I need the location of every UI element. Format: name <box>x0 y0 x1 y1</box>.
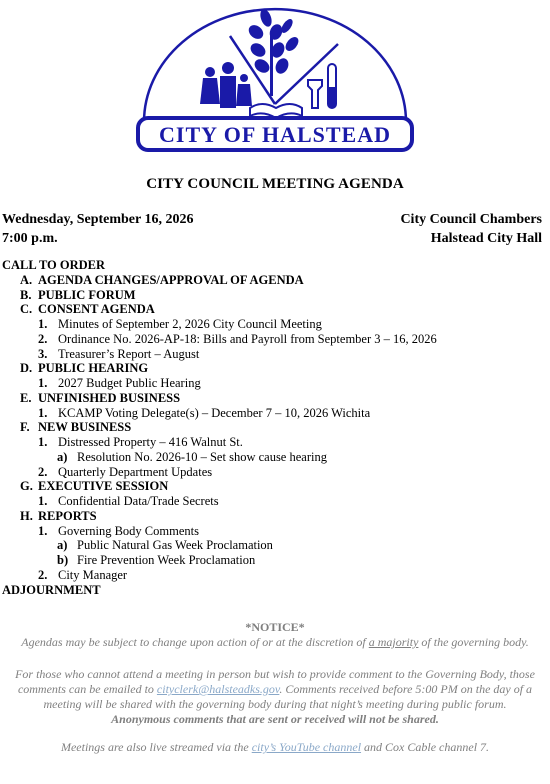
city-of-halstead-logo <box>132 4 418 154</box>
agenda-section-f: F. NEW BUSINESS <box>20 420 132 435</box>
notice-agenda-change: Agendas may be subject to change upon action of or at the discretion of a majority of the governing body. <box>21 635 529 649</box>
agenda-section-c: C. CONSENT AGENDA <box>20 302 155 317</box>
clerk-email-link[interactable]: cityclerk@halsteadks.gov <box>156 682 280 696</box>
agenda-item: 1. Minutes of September 2, 2026 City Council Meeting <box>38 317 322 331</box>
agenda-subitem: b) Fire Prevention Week Proclamation <box>57 553 256 567</box>
notice-anonymous-warning: Anonymous comments that are sent or received will not be shared. <box>111 712 439 726</box>
youtube-channel-link[interactable]: city’s YouTube channel <box>251 740 362 754</box>
meeting-datetime <box>2 210 193 248</box>
agenda-section-g: G. EXECUTIVE SESSION <box>20 479 169 494</box>
lab-glassware-icon <box>308 64 336 108</box>
meeting-location <box>400 210 542 248</box>
agenda-list <box>0 258 550 597</box>
agenda-item: 3. Treasurer’s Report – August <box>38 346 200 361</box>
agenda-item: 1. KCAMP Voting Delegate(s) – December 7 – 10, 2026 Wichita <box>38 405 371 420</box>
meeting-building: Halstead City Hall <box>430 231 542 246</box>
meeting-venue: City Council Chambers <box>400 212 542 227</box>
agenda-item: 2. City Manager <box>38 567 128 582</box>
notice-public-comment: For those who cannot attend a meeting in person but wish to provide comment to the Governing Body, those comments can be emailed to cityclerk@halsteadks.gov. Comments received before 5:00 PM on the day of a meeting will be shared with the governing body during that night’s meeting during public forum. Anonymous comments that are sent or received will not be shared. <box>0 667 550 727</box>
agenda-section-d: D. PUBLIC HEARING <box>20 361 149 376</box>
notice-livestream: Meetings are also live streamed via the city’s YouTube channel and Cox Cable channel 7. <box>60 740 490 754</box>
page-title: CITY COUNCIL MEETING AGENDA <box>146 176 404 192</box>
agenda-call-to-order: CALL TO ORDER <box>2 258 106 272</box>
wheat-icon <box>246 8 301 96</box>
notice-heading: *NOTICE* <box>245 620 305 634</box>
family-icon <box>200 62 252 108</box>
logo-city-name: CITY OF HALSTEAD <box>159 122 391 147</box>
agenda-item: 1. 2027 Budget Public Hearing <box>38 376 201 390</box>
agenda-section-a: A. AGENDA CHANGES/APPROVAL OF AGENDA <box>20 272 304 287</box>
agenda-item: 1. Governing Body Comments <box>38 523 199 538</box>
agenda-subitem: a) Resolution No. 2026-10 – Set show cause hearing <box>57 449 327 464</box>
agenda-item: 2. Quarterly Department Updates <box>38 464 213 479</box>
agenda-item: 2. Ordinance No. 2026-AP-18: Bills and Payroll from September 3 – 16, 2026 <box>38 331 437 346</box>
agenda-section-b: B. PUBLIC FORUM <box>20 287 136 302</box>
meeting-time: 7:00 p.m. <box>2 231 58 246</box>
agenda-adjournment: ADJOURNMENT <box>2 582 101 597</box>
agenda-item: 1. Distressed Property – 416 Walnut St. <box>38 435 243 449</box>
agenda-item: 1. Confidential Data/Trade Secrets <box>38 494 219 508</box>
agenda-section-h: H. REPORTS <box>20 508 97 523</box>
agenda-subitem: a) Public Natural Gas Week Proclamation <box>57 538 273 553</box>
meeting-date: Wednesday, September 16, 2026 <box>2 212 194 227</box>
agenda-section-e: E. UNFINISHED BUSINESS <box>20 390 181 405</box>
logo-banner <box>138 118 412 150</box>
